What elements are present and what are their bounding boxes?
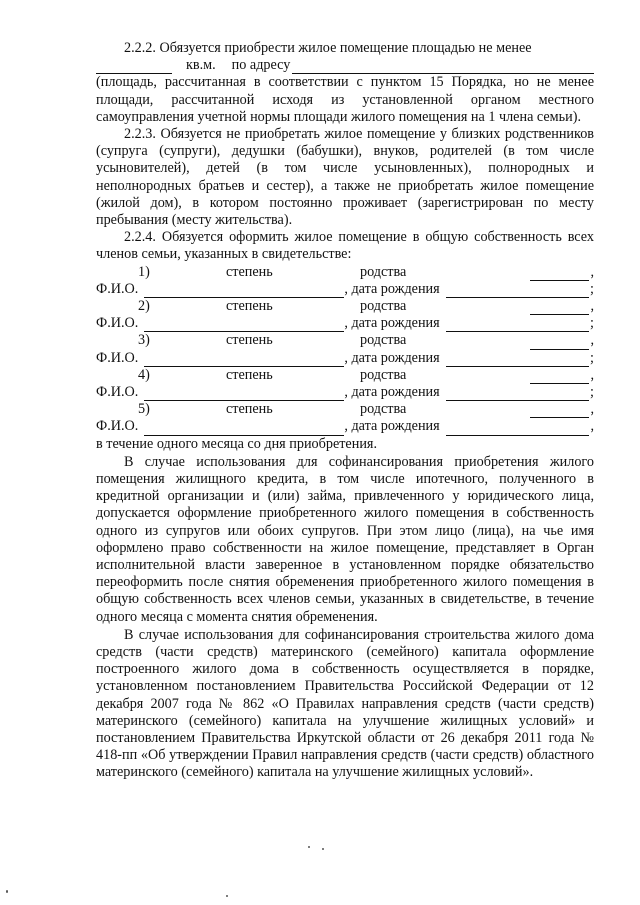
member-number: 5) [138, 401, 150, 418]
relation-blank[interactable] [530, 337, 589, 350]
relation-fill [490, 401, 594, 418]
birth-date-label: , дата рождения [344, 349, 440, 366]
member-degree-row [96, 298, 594, 315]
member-fio-row [96, 315, 594, 332]
relation-blank[interactable] [530, 405, 589, 418]
member-number: 4) [138, 366, 150, 383]
scan-speck [308, 846, 310, 848]
scan-speck [322, 848, 324, 850]
fio-label: Ф.И.О. [96, 280, 139, 297]
degree-label: степень [226, 263, 273, 280]
clause-2-2-3-text: 2.2.3. Обязуется не приобретать жилое помещение у близких родственников (супруга (супруги), дедушки (бабушки), внуков, родителей (в том числе усыновителей), детей (в том числе усыновленных), полнородных и неполнородных братьев и сестер), а также не приобретать жилое помещение (жилой дом), в котором постоянно проживает (зарегистрирован по месту пребывания (месту жительства). [96, 126, 594, 229]
fio-label: Ф.И.О. [96, 383, 139, 400]
member-fio-row [96, 384, 594, 401]
line-end-punct: , [590, 366, 594, 383]
fio-blank[interactable] [144, 285, 344, 298]
degree-label: степень [226, 332, 273, 349]
family-members-list [96, 264, 594, 436]
line-end-punct: ; [590, 383, 594, 400]
clause-2-2-2-heading: 2.2.2. Обязуется приобрести жилое помещение площадью не менее [124, 40, 532, 56]
address-label: по адресу [231, 57, 291, 74]
line-end-punct: , [590, 297, 594, 314]
fio-blank[interactable] [144, 319, 344, 332]
line-end-punct: ; [590, 315, 594, 332]
relation-blank[interactable] [530, 268, 589, 281]
fio-blank[interactable] [144, 354, 344, 367]
birth-date-label: , дата рождения [344, 280, 440, 297]
member-fio-row [96, 350, 594, 367]
line-end-punct: , [590, 263, 594, 280]
relation-fill [490, 332, 594, 349]
line-end-punct: , [590, 332, 594, 349]
area-blank[interactable] [96, 61, 172, 74]
relation-fill [490, 264, 594, 281]
birth-date-blank[interactable] [446, 319, 589, 332]
member-degree-row [96, 401, 594, 418]
member-number: 1) [138, 263, 150, 280]
member-degree-row [96, 264, 594, 281]
line-end-punct: ; [590, 349, 594, 366]
member-fio-row [96, 281, 594, 298]
member-fio-row [96, 418, 594, 435]
paragraph-credit: В случае использования для софинансирования приобретения жилого помещения жилищного кредита, в том числе ипотечного, полученного в кредитной организации и (или) займа, привлеченного у юридического лица, допускается оформление приобретенного жилого помещения в собственность одного из супругов или обоих супругов. При этом лицо (лица), на чье имя оформлено право собственности на жилое помещение, представляет в Орган исполнительной власти заверенное в установленном порядке обязательство переоформить после снятия обременения приобретенного жилого помещения в общую собственность всех членов семьи, указанных в свидетельстве, в течение одного месяца с момента снятия обременения. [96, 453, 594, 625]
relation-label: родства [360, 401, 407, 418]
member-degree-row [96, 367, 594, 384]
fio-label: Ф.И.О. [96, 315, 139, 332]
member-number: 3) [138, 332, 150, 349]
relation-fill [490, 298, 594, 315]
degree-label: степень [226, 366, 273, 383]
relation-blank[interactable] [530, 371, 589, 384]
fio-label: Ф.И.О. [96, 349, 139, 366]
birth-date-label: , дата рождения [344, 315, 440, 332]
clause-2-2-2-text: (площадь, рассчитанная в соответствии с пунктом 15 Порядка, но не менее площади, рассчитанной исходя из установленной органом местного самоуправления учетной нормы площади жилого помещения на 1 члена семьи). [96, 74, 594, 125]
clause-2-2-4-text: 2.2.4. Обязуется оформить жилое помещение в общую собственность всех членов семьи, указанных в свидетельстве: [96, 229, 594, 263]
degree-label: степень [226, 401, 273, 418]
relation-label: родства [360, 366, 407, 383]
address-blank[interactable] [292, 61, 594, 74]
relation-label: родства [360, 297, 407, 314]
area-address-line [96, 57, 594, 74]
member-number: 2) [138, 297, 150, 314]
birth-date-label: , дата рождения [344, 383, 440, 400]
area-unit: кв.м. [186, 57, 216, 74]
clause-2-2-4-after: в течение одного месяца со дня приобретения. [96, 435, 377, 452]
fio-blank[interactable] [144, 388, 344, 401]
paragraph-maternity-capital: В случае использования для софинансирования строительства жилого дома средств (части средств) материнского (семейного) капитала оформление построенного жилого дома в собственность осуществляется в порядке, установленном постановлением Правительства Российской Федерации от 12 декабря 2007 года № 862 «О Правилах направления средств (части средств) материнского (семейного) капитала на улучшение жилищных условий» и постановлением Правительства Иркутской области от 26 декабря 2011 года № 418-пп «Об утверждении Правил направления средств (части средств) областного материнского (семейного) капитала на улучшение жилищных условий». [96, 626, 594, 781]
fio-blank[interactable] [144, 423, 344, 436]
scan-speck [226, 895, 228, 897]
birth-date-blank[interactable] [446, 423, 590, 436]
relation-fill [490, 367, 594, 384]
birth-date-label: , дата рождения [344, 418, 440, 435]
member-degree-row [96, 332, 594, 349]
birth-date-blank[interactable] [446, 285, 589, 298]
birth-date-blank[interactable] [446, 354, 589, 367]
birth-date-blank[interactable] [446, 388, 589, 401]
line-end-punct: , [590, 401, 594, 418]
line-end-punct: ; [590, 280, 594, 297]
scan-speck [6, 890, 8, 893]
fio-label: Ф.И.О. [96, 418, 139, 435]
relation-blank[interactable] [530, 302, 589, 315]
relation-label: родства [360, 263, 407, 280]
degree-label: степень [226, 297, 273, 314]
line-end-punct: , [590, 418, 594, 435]
relation-label: родства [360, 332, 407, 349]
